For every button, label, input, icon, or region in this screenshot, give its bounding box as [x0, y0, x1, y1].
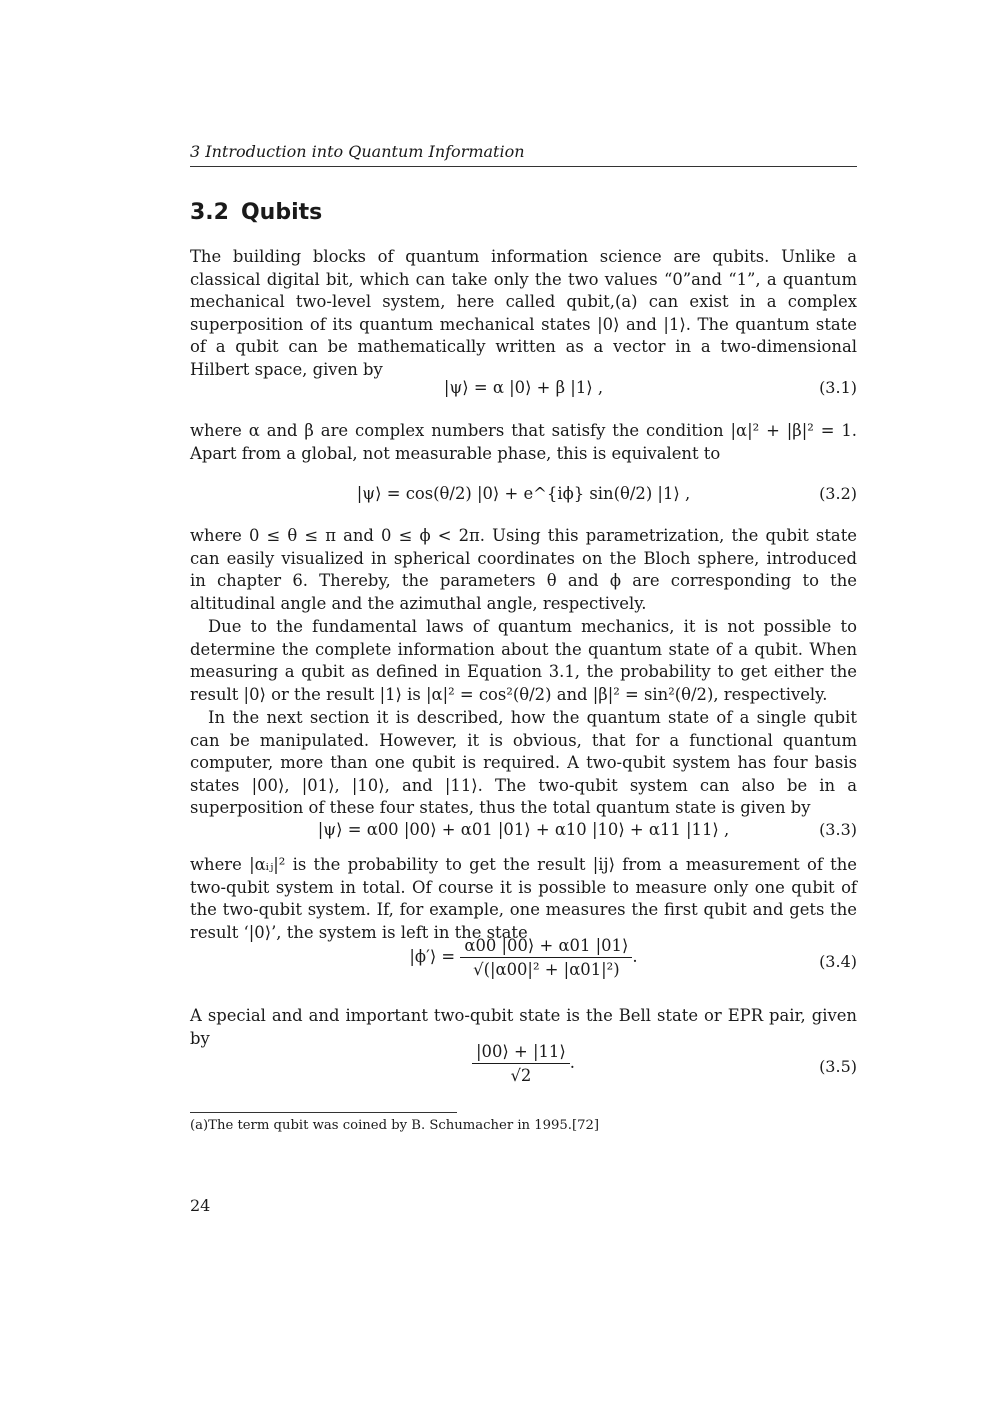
equation-fraction: [460, 936, 632, 979]
section-number: 3.2: [190, 200, 229, 225]
equation-3-4: [190, 936, 857, 979]
running-head: 3 Introduction into Quantum Information: [190, 142, 857, 167]
fraction-denominator: √(|α00|² + |α01|²): [473, 960, 620, 979]
equation-number: (3.5): [819, 1057, 857, 1076]
footnote-rule: [190, 1112, 457, 1113]
equation-body: |ψ⟩ = α00 |00⟩ + α01 |01⟩ + α10 |10⟩ + α11 |11⟩ ,: [317, 820, 730, 839]
footnote: (a)The term qubit was coined by B. Schumacher in 1995.[72]: [190, 1118, 600, 1133]
paragraph-parametrization: where 0 ≤ θ ≤ π and 0 ≤ ϕ < 2π. Using this parametrization, the qubit state can easily visualized in spherical coordinates on the Bloch sphere, introduced in chapter 6. Thereby, the parameters θ and ϕ are corresponding to the altitudinal angle and the azimuthal angle, respectively.: [190, 526, 857, 613]
equation-3-5: [190, 1042, 857, 1085]
equation-body: |ψ⟩ = cos(θ/2) |0⟩ + e^{iϕ} sin(θ/2) |1⟩ ,: [356, 484, 691, 503]
paragraph-two-qubit: In the next section it is described, how the quantum state of a single qubit can be manipulated. However, it is obvious, that for a functional quantum computer, more than one qubit is required. A two-qubit system has four basis states |00⟩, |01⟩, |10⟩, and |11⟩. The two-qubit system can also be in a superposition of these four states, thus the total quantum state is given by: [190, 708, 857, 818]
equation-number: (3.1): [819, 378, 857, 397]
paragraph-partial-measurement: where |αᵢⱼ|² is the probability to get the result |ij⟩ from a measurement of the two-qubit system in total. Of course it is possible to measure only one qubit of the two-qubit system. If, for example, one measures the first qubit and gets the result ‘|0⟩’, the system is left in the state: [190, 855, 857, 942]
equation-tail: .: [632, 947, 638, 966]
equation-number: (3.3): [819, 820, 857, 839]
paragraph-measurement: Due to the fundamental laws of quantum mechanics, it is not possible to determine the complete information about the quantum state of a qubit. When measuring a qubit as defined in Equation 3.1, the probability to get either the result |0⟩ or the result |1⟩ is |α|² = cos²(θ/2) and |β|² = sin²(θ/2), respectively.: [190, 617, 857, 704]
paragraph-intro: The building blocks of quantum information science are qubits. Unlike a classical digital bit, which can take only the two values “0”and “1”, a quantum mechanical two-level system, here called qubit,(a) can exist in a complex superposition of its quantum mechanical states |0⟩ and |1⟩. The quantum state of a qubit can be mathematically written as a vector in a two-dimensional Hilbert space, given by: [190, 247, 857, 379]
fraction-numerator: |00⟩ + |11⟩: [472, 1042, 570, 1064]
paragraph-bell-state: A special and and important two-qubit state is the Bell state or EPR pair, given by: [190, 1006, 857, 1048]
fraction-denominator: √2: [510, 1066, 532, 1085]
equation-3-3: [190, 820, 857, 839]
equation-3-1: [190, 378, 857, 397]
equation-tail: .: [569, 1053, 575, 1072]
equation-body: |ψ⟩ = α |0⟩ + β |1⟩ ,: [443, 378, 604, 397]
page-number: 24: [190, 1196, 211, 1215]
equation-lhs: |ϕ′⟩ =: [409, 947, 456, 966]
section-heading: [190, 200, 322, 225]
equation-3-2: [190, 484, 857, 503]
paragraph-normalization: where α and β are complex numbers that satisfy the condition |α|² + |β|² = 1. Apart from a global, not measurable phase, this is equivalent to: [190, 421, 857, 463]
equation-fraction: [472, 1042, 570, 1085]
equation-number: (3.4): [819, 952, 857, 971]
equation-number: (3.2): [819, 484, 857, 503]
fraction-numerator: α00 |00⟩ + α01 |01⟩: [460, 936, 632, 958]
section-title: Qubits: [240, 200, 323, 225]
